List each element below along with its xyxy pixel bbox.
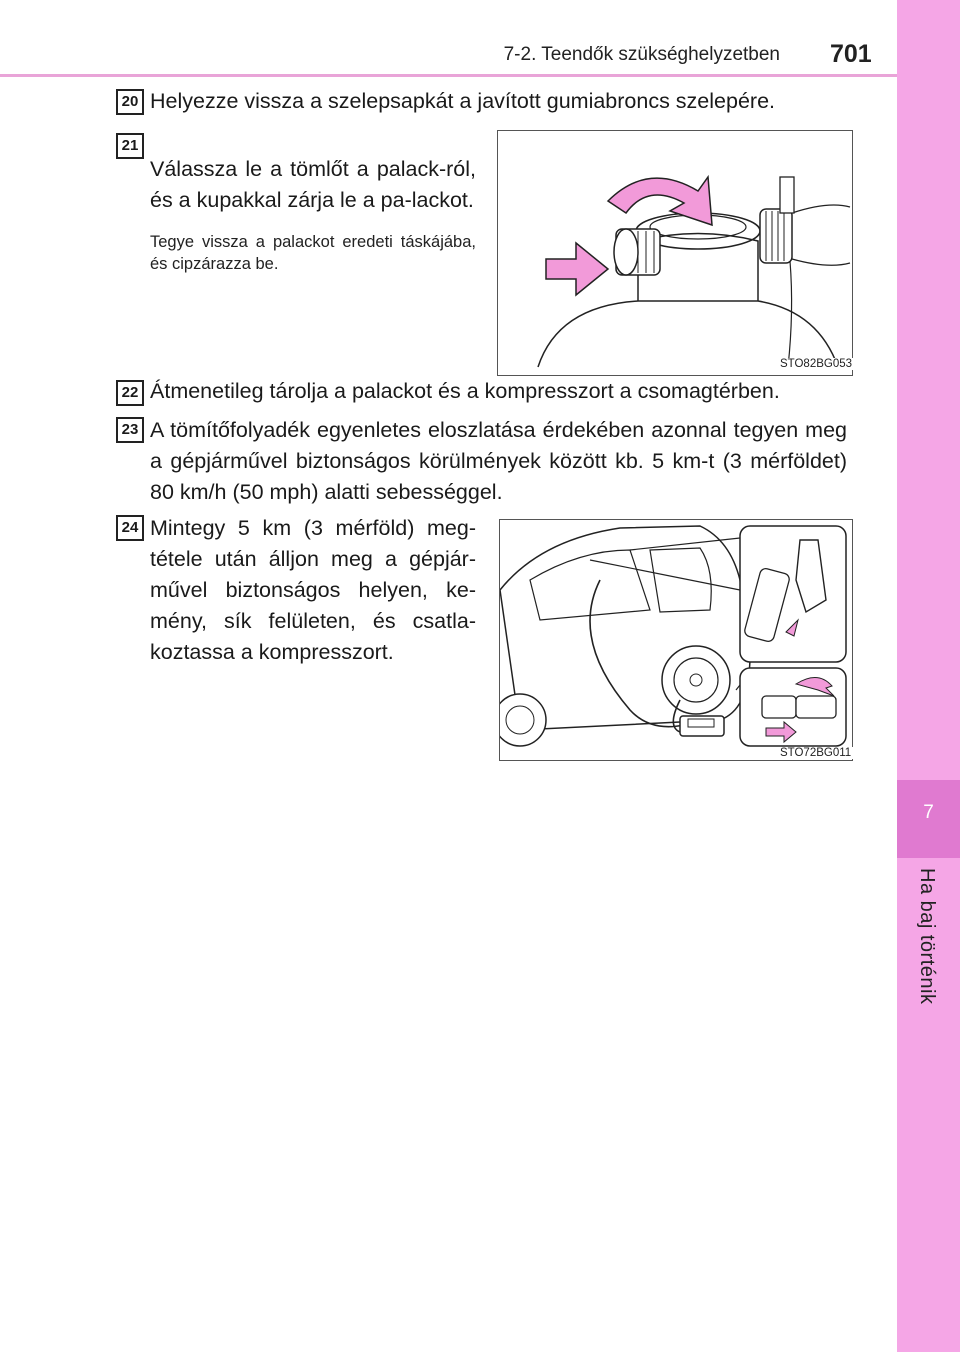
header-divider: [0, 74, 897, 77]
step-21-note: Tegye vissza a palackot eredeti táskájába, és cipzárazza be.: [150, 233, 476, 273]
step-23-badge: 23: [116, 417, 144, 443]
step-22-text: Átmenetileg tárolja a palackot és a kompresszort a csomagtérben.: [150, 379, 780, 403]
figure-compressor-connection: [499, 519, 853, 761]
bottle-cap-illustration: [498, 131, 852, 375]
step-21-text: Válassza le a tömlőt a palack-ról, és a kupakkal zárja le a pa-lackot.: [150, 157, 476, 212]
chapter-number: 7: [923, 802, 934, 823]
step-22-badge: 22: [116, 380, 144, 406]
step-23-text: A tömítőfolyadék egyenletes eloszlatása érdekében azonnal tegyen meg a gépjárművel biztonságos körülmények között kb. 5 km-t (3 mérföldet) 80 km/h (50 mph) alatti sebességgel.: [150, 418, 847, 504]
step-24-badge: 24: [116, 515, 144, 541]
step-21-badge: 21: [116, 133, 144, 159]
page-number: 701: [830, 40, 872, 68]
figure-1-caption: STO82BG053: [780, 358, 853, 370]
side-tab: [897, 0, 960, 1352]
step-20-text: Helyezze vissza a szelepsapkát a javított gumiabroncs szelepére.: [150, 89, 776, 113]
figure-2-caption: STO72BG011: [780, 747, 852, 759]
step-20-badge: 20: [116, 89, 144, 115]
chapter-label: Ha baj történik: [916, 868, 938, 1005]
step-24-text: Mintegy 5 km (3 mérföld) meg-tétele után álljon meg a gépjár-művel biztonságos helyen, ke-mény, sík felületen, és csatla-koztassa a kompresszort.: [150, 516, 476, 664]
section-title: 7-2. Teendők szükséghelyzetben: [503, 44, 780, 65]
compressor-illustration: [500, 520, 852, 760]
figure-bottle-cap: [497, 130, 853, 376]
